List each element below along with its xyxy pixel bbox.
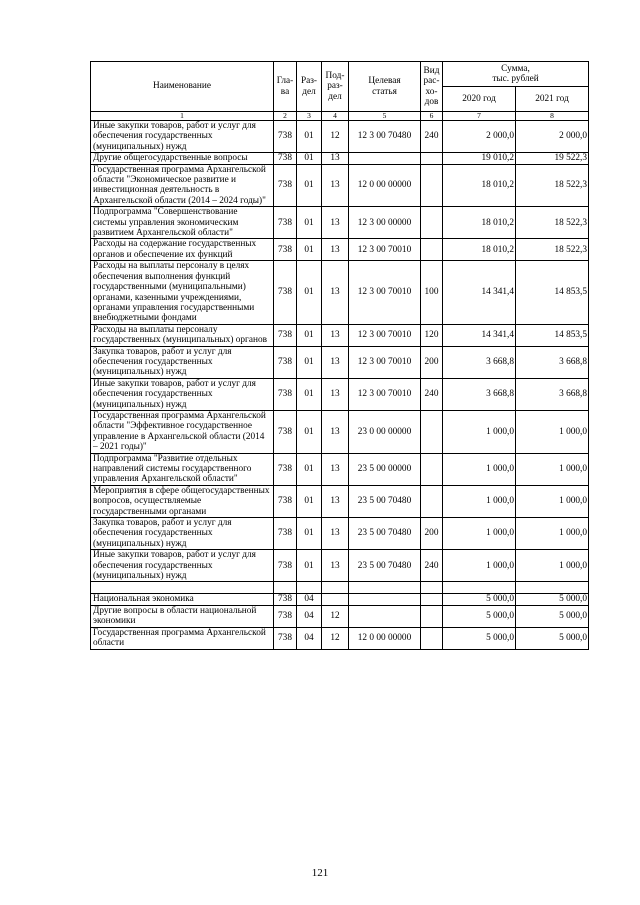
row-target-article: 12 0 00 00000 bbox=[349, 164, 421, 207]
row-expense-type: 240 bbox=[421, 550, 443, 582]
row-glava: 738 bbox=[274, 261, 297, 324]
row-target-article: 12 3 00 70480 bbox=[349, 121, 421, 153]
table-row bbox=[91, 207, 589, 239]
row-expense-type bbox=[421, 594, 443, 605]
row-target-article: 23 0 00 00000 bbox=[349, 410, 421, 453]
row-expense-type bbox=[421, 164, 443, 207]
row-expense-type bbox=[421, 582, 443, 594]
row-sum-2021: 18 522,3 bbox=[516, 239, 589, 261]
row-razdel: 01 bbox=[297, 261, 322, 324]
table-row bbox=[91, 239, 589, 261]
row-name: Расходы на содержание государственных органов и обеспечение их функций bbox=[91, 239, 274, 261]
row-target-article bbox=[349, 582, 421, 594]
row-sum-2021: 1 000,0 bbox=[516, 550, 589, 582]
row-glava: 738 bbox=[274, 605, 297, 627]
row-sum-2020: 18 010,2 bbox=[443, 239, 516, 261]
row-target-article: 23 5 00 70480 bbox=[349, 518, 421, 550]
row-sum-2020: 1 000,0 bbox=[443, 518, 516, 550]
row-sum-2020: 18 010,2 bbox=[443, 207, 516, 239]
row-glava: 738 bbox=[274, 410, 297, 453]
row-razdel: 01 bbox=[297, 485, 322, 517]
table-row bbox=[91, 605, 589, 627]
row-glava: 738 bbox=[274, 121, 297, 153]
row-name: Другие вопросы в области национальной экономики bbox=[91, 605, 274, 627]
row-sum-2020: 5 000,0 bbox=[443, 605, 516, 627]
row-sum-2021: 1 000,0 bbox=[516, 518, 589, 550]
column-number: 5 bbox=[349, 112, 421, 121]
row-podrazdel: 13 bbox=[322, 550, 349, 582]
row-razdel: 01 bbox=[297, 207, 322, 239]
row-sum-2021: 1 000,0 bbox=[516, 410, 589, 453]
row-glava: 738 bbox=[274, 594, 297, 605]
row-sum-2021: 18 522,3 bbox=[516, 207, 589, 239]
table-row bbox=[91, 346, 589, 378]
table-row bbox=[91, 261, 589, 324]
header-podrazdel: Под- раз- дел bbox=[322, 62, 349, 112]
row-sum-2020: 18 010,2 bbox=[443, 164, 516, 207]
row-sum-2021 bbox=[516, 582, 589, 594]
row-target-article: 12 0 00 00000 bbox=[349, 627, 421, 649]
row-sum-2021: 1 000,0 bbox=[516, 453, 589, 485]
row-razdel: 01 bbox=[297, 239, 322, 261]
row-podrazdel: 13 bbox=[322, 153, 349, 164]
row-podrazdel: 13 bbox=[322, 518, 349, 550]
row-expense-type bbox=[421, 153, 443, 164]
row-name: Расходы на выплаты персоналу в целях обеспечения выполнения функций государственными (муниципальными) органами, казенными учреждениями, органами управления государственными внебюджетными фондами bbox=[91, 261, 274, 324]
column-number-row bbox=[91, 112, 589, 121]
table-row bbox=[91, 518, 589, 550]
header-expense-type: Вид рас- хо- дов bbox=[421, 62, 443, 112]
row-sum-2021: 5 000,0 bbox=[516, 605, 589, 627]
row-expense-type bbox=[421, 410, 443, 453]
row-razdel: 04 bbox=[297, 605, 322, 627]
row-podrazdel: 12 bbox=[322, 605, 349, 627]
row-name: Иные закупки товаров, работ и услуг для обеспечения государственных (муниципальных) нужд bbox=[91, 121, 274, 153]
row-target-article: 12 3 00 70010 bbox=[349, 239, 421, 261]
row-sum-2021: 19 522,3 bbox=[516, 153, 589, 164]
row-name: Мероприятия в сфере общегосударственных вопросов, осуществляемые государственными органами bbox=[91, 485, 274, 517]
page-number: 121 bbox=[311, 867, 329, 879]
row-glava: 738 bbox=[274, 485, 297, 517]
table-row bbox=[91, 153, 589, 164]
row-podrazdel bbox=[322, 582, 349, 594]
row-podrazdel: 12 bbox=[322, 121, 349, 153]
row-sum-2020: 1 000,0 bbox=[443, 453, 516, 485]
row-target-article: 12 3 00 70010 bbox=[349, 261, 421, 324]
row-sum-2020 bbox=[443, 582, 516, 594]
row-name: Подпрограмма "Развитие отдельных направлений системы государственного управления Архангельской области" bbox=[91, 453, 274, 485]
row-target-article bbox=[349, 605, 421, 627]
row-sum-2020: 5 000,0 bbox=[443, 594, 516, 605]
row-sum-2021: 3 668,8 bbox=[516, 346, 589, 378]
row-glava: 738 bbox=[274, 518, 297, 550]
row-razdel: 01 bbox=[297, 121, 322, 153]
row-expense-type: 240 bbox=[421, 121, 443, 153]
row-target-article: 23 5 00 00000 bbox=[349, 453, 421, 485]
row-glava: 738 bbox=[274, 453, 297, 485]
row-glava: 738 bbox=[274, 550, 297, 582]
row-podrazdel: 13 bbox=[322, 378, 349, 410]
row-expense-type bbox=[421, 239, 443, 261]
row-sum-2020: 3 668,8 bbox=[443, 346, 516, 378]
row-sum-2020: 14 341,4 bbox=[443, 261, 516, 324]
column-number: 6 bbox=[421, 112, 443, 121]
row-name: Закупка товаров, работ и услуг для обеспечения государственных (муниципальных) нужд bbox=[91, 346, 274, 378]
row-glava: 738 bbox=[274, 378, 297, 410]
row-name: Подпрограмма "Совершенствование системы управления экономическим развитием Архангельской области" bbox=[91, 207, 274, 239]
row-razdel: 01 bbox=[297, 378, 322, 410]
table-row bbox=[91, 582, 589, 594]
row-razdel: 01 bbox=[297, 518, 322, 550]
row-podrazdel: 13 bbox=[322, 207, 349, 239]
row-glava: 738 bbox=[274, 207, 297, 239]
row-sum-2020: 1 000,0 bbox=[443, 550, 516, 582]
row-expense-type bbox=[421, 453, 443, 485]
table-row bbox=[91, 378, 589, 410]
row-sum-2021: 18 522,3 bbox=[516, 164, 589, 207]
row-podrazdel: 13 bbox=[322, 324, 349, 346]
header-glava: Гла- ва bbox=[274, 62, 297, 112]
row-razdel: 04 bbox=[297, 594, 322, 605]
column-number: 7 bbox=[443, 112, 516, 121]
row-target-article: 12 3 00 00000 bbox=[349, 207, 421, 239]
row-razdel: 01 bbox=[297, 550, 322, 582]
row-podrazdel: 13 bbox=[322, 239, 349, 261]
row-sum-2020: 14 341,4 bbox=[443, 324, 516, 346]
header-name: Наименование bbox=[91, 62, 274, 112]
row-podrazdel: 13 bbox=[322, 346, 349, 378]
row-sum-2021: 14 853,5 bbox=[516, 324, 589, 346]
row-expense-type bbox=[421, 485, 443, 517]
row-podrazdel: 13 bbox=[322, 410, 349, 453]
column-number: 1 bbox=[91, 112, 274, 121]
row-target-article: 12 3 00 70010 bbox=[349, 346, 421, 378]
row-podrazdel: 13 bbox=[322, 485, 349, 517]
row-name: Государственная программа Архангельской области "Эффективное государственное управление в Архангельской области (2014 – 2021 годы)" bbox=[91, 410, 274, 453]
table-row bbox=[91, 594, 589, 605]
row-target-article: 23 5 00 70480 bbox=[349, 550, 421, 582]
table-row bbox=[91, 410, 589, 453]
row-glava bbox=[274, 582, 297, 594]
table-row bbox=[91, 453, 589, 485]
row-sum-2020: 3 668,8 bbox=[443, 378, 516, 410]
budget-table bbox=[90, 61, 589, 650]
column-number: 3 bbox=[297, 112, 322, 121]
header-target-article: Целевая статья bbox=[349, 62, 421, 112]
row-expense-type bbox=[421, 627, 443, 649]
row-podrazdel: 12 bbox=[322, 627, 349, 649]
row-expense-type: 120 bbox=[421, 324, 443, 346]
row-razdel: 01 bbox=[297, 346, 322, 378]
row-target-article bbox=[349, 153, 421, 164]
table-row bbox=[91, 121, 589, 153]
row-expense-type bbox=[421, 605, 443, 627]
row-target-article: 12 3 00 70010 bbox=[349, 324, 421, 346]
row-sum-2021: 5 000,0 bbox=[516, 627, 589, 649]
row-expense-type: 100 bbox=[421, 261, 443, 324]
table-row bbox=[91, 550, 589, 582]
column-number: 4 bbox=[322, 112, 349, 121]
row-podrazdel bbox=[322, 594, 349, 605]
row-glava: 738 bbox=[274, 346, 297, 378]
header-year-2020: 2020 год bbox=[443, 87, 516, 112]
row-sum-2020: 19 010,2 bbox=[443, 153, 516, 164]
row-target-article: 23 5 00 70480 bbox=[349, 485, 421, 517]
table-row bbox=[91, 627, 589, 649]
row-sum-2021: 1 000,0 bbox=[516, 485, 589, 517]
row-name: Иные закупки товаров, работ и услуг для обеспечения государственных (муниципальных) нужд bbox=[91, 550, 274, 582]
row-glava: 738 bbox=[274, 627, 297, 649]
row-target-article bbox=[349, 594, 421, 605]
row-name: Государственная программа Архангельской области "Экономическое развитие и инвестиционная деятельность в Архангельской области (2014 – 2024 годы)" bbox=[91, 164, 274, 207]
row-glava: 738 bbox=[274, 324, 297, 346]
row-sum-2021: 14 853,5 bbox=[516, 261, 589, 324]
table-row bbox=[91, 324, 589, 346]
row-sum-2020: 1 000,0 bbox=[443, 485, 516, 517]
row-name: Национальная экономика bbox=[91, 594, 274, 605]
row-razdel: 04 bbox=[297, 627, 322, 649]
row-podrazdel: 13 bbox=[322, 453, 349, 485]
row-expense-type: 200 bbox=[421, 346, 443, 378]
row-podrazdel: 13 bbox=[322, 164, 349, 207]
column-number: 8 bbox=[516, 112, 589, 121]
row-sum-2020: 5 000,0 bbox=[443, 627, 516, 649]
row-sum-2020: 1 000,0 bbox=[443, 410, 516, 453]
row-podrazdel: 13 bbox=[322, 261, 349, 324]
row-expense-type: 200 bbox=[421, 518, 443, 550]
row-razdel: 01 bbox=[297, 453, 322, 485]
row-glava: 738 bbox=[274, 239, 297, 261]
row-razdel: 01 bbox=[297, 153, 322, 164]
row-name: Расходы на выплаты персоналу государственных (муниципальных) органов bbox=[91, 324, 274, 346]
row-name: Закупка товаров, работ и услуг для обеспечения государственных (муниципальных) нужд bbox=[91, 518, 274, 550]
column-number: 2 bbox=[274, 112, 297, 121]
table-row bbox=[91, 485, 589, 517]
row-sum-2021: 2 000,0 bbox=[516, 121, 589, 153]
row-sum-2021: 3 668,8 bbox=[516, 378, 589, 410]
row-name: Иные закупки товаров, работ и услуг для обеспечения государственных (муниципальных) нужд bbox=[91, 378, 274, 410]
row-sum-2021: 5 000,0 bbox=[516, 594, 589, 605]
row-target-article: 12 3 00 70010 bbox=[349, 378, 421, 410]
table-body bbox=[91, 121, 589, 650]
header-razdel: Раз- дел bbox=[297, 62, 322, 112]
row-name: Другие общегосударственные вопросы bbox=[91, 153, 274, 164]
header-sum: Сумма, тыс. рублей bbox=[443, 62, 589, 87]
row-expense-type: 240 bbox=[421, 378, 443, 410]
row-sum-2020: 2 000,0 bbox=[443, 121, 516, 153]
row-expense-type bbox=[421, 207, 443, 239]
header-year-2021: 2021 год bbox=[516, 87, 589, 112]
row-glava: 738 bbox=[274, 164, 297, 207]
row-glava: 738 bbox=[274, 153, 297, 164]
row-razdel: 01 bbox=[297, 410, 322, 453]
row-name bbox=[91, 582, 274, 594]
row-razdel bbox=[297, 582, 322, 594]
row-razdel: 01 bbox=[297, 164, 322, 207]
row-razdel: 01 bbox=[297, 324, 322, 346]
row-name: Государственная программа Архангельской области bbox=[91, 627, 274, 649]
table-row bbox=[91, 164, 589, 207]
